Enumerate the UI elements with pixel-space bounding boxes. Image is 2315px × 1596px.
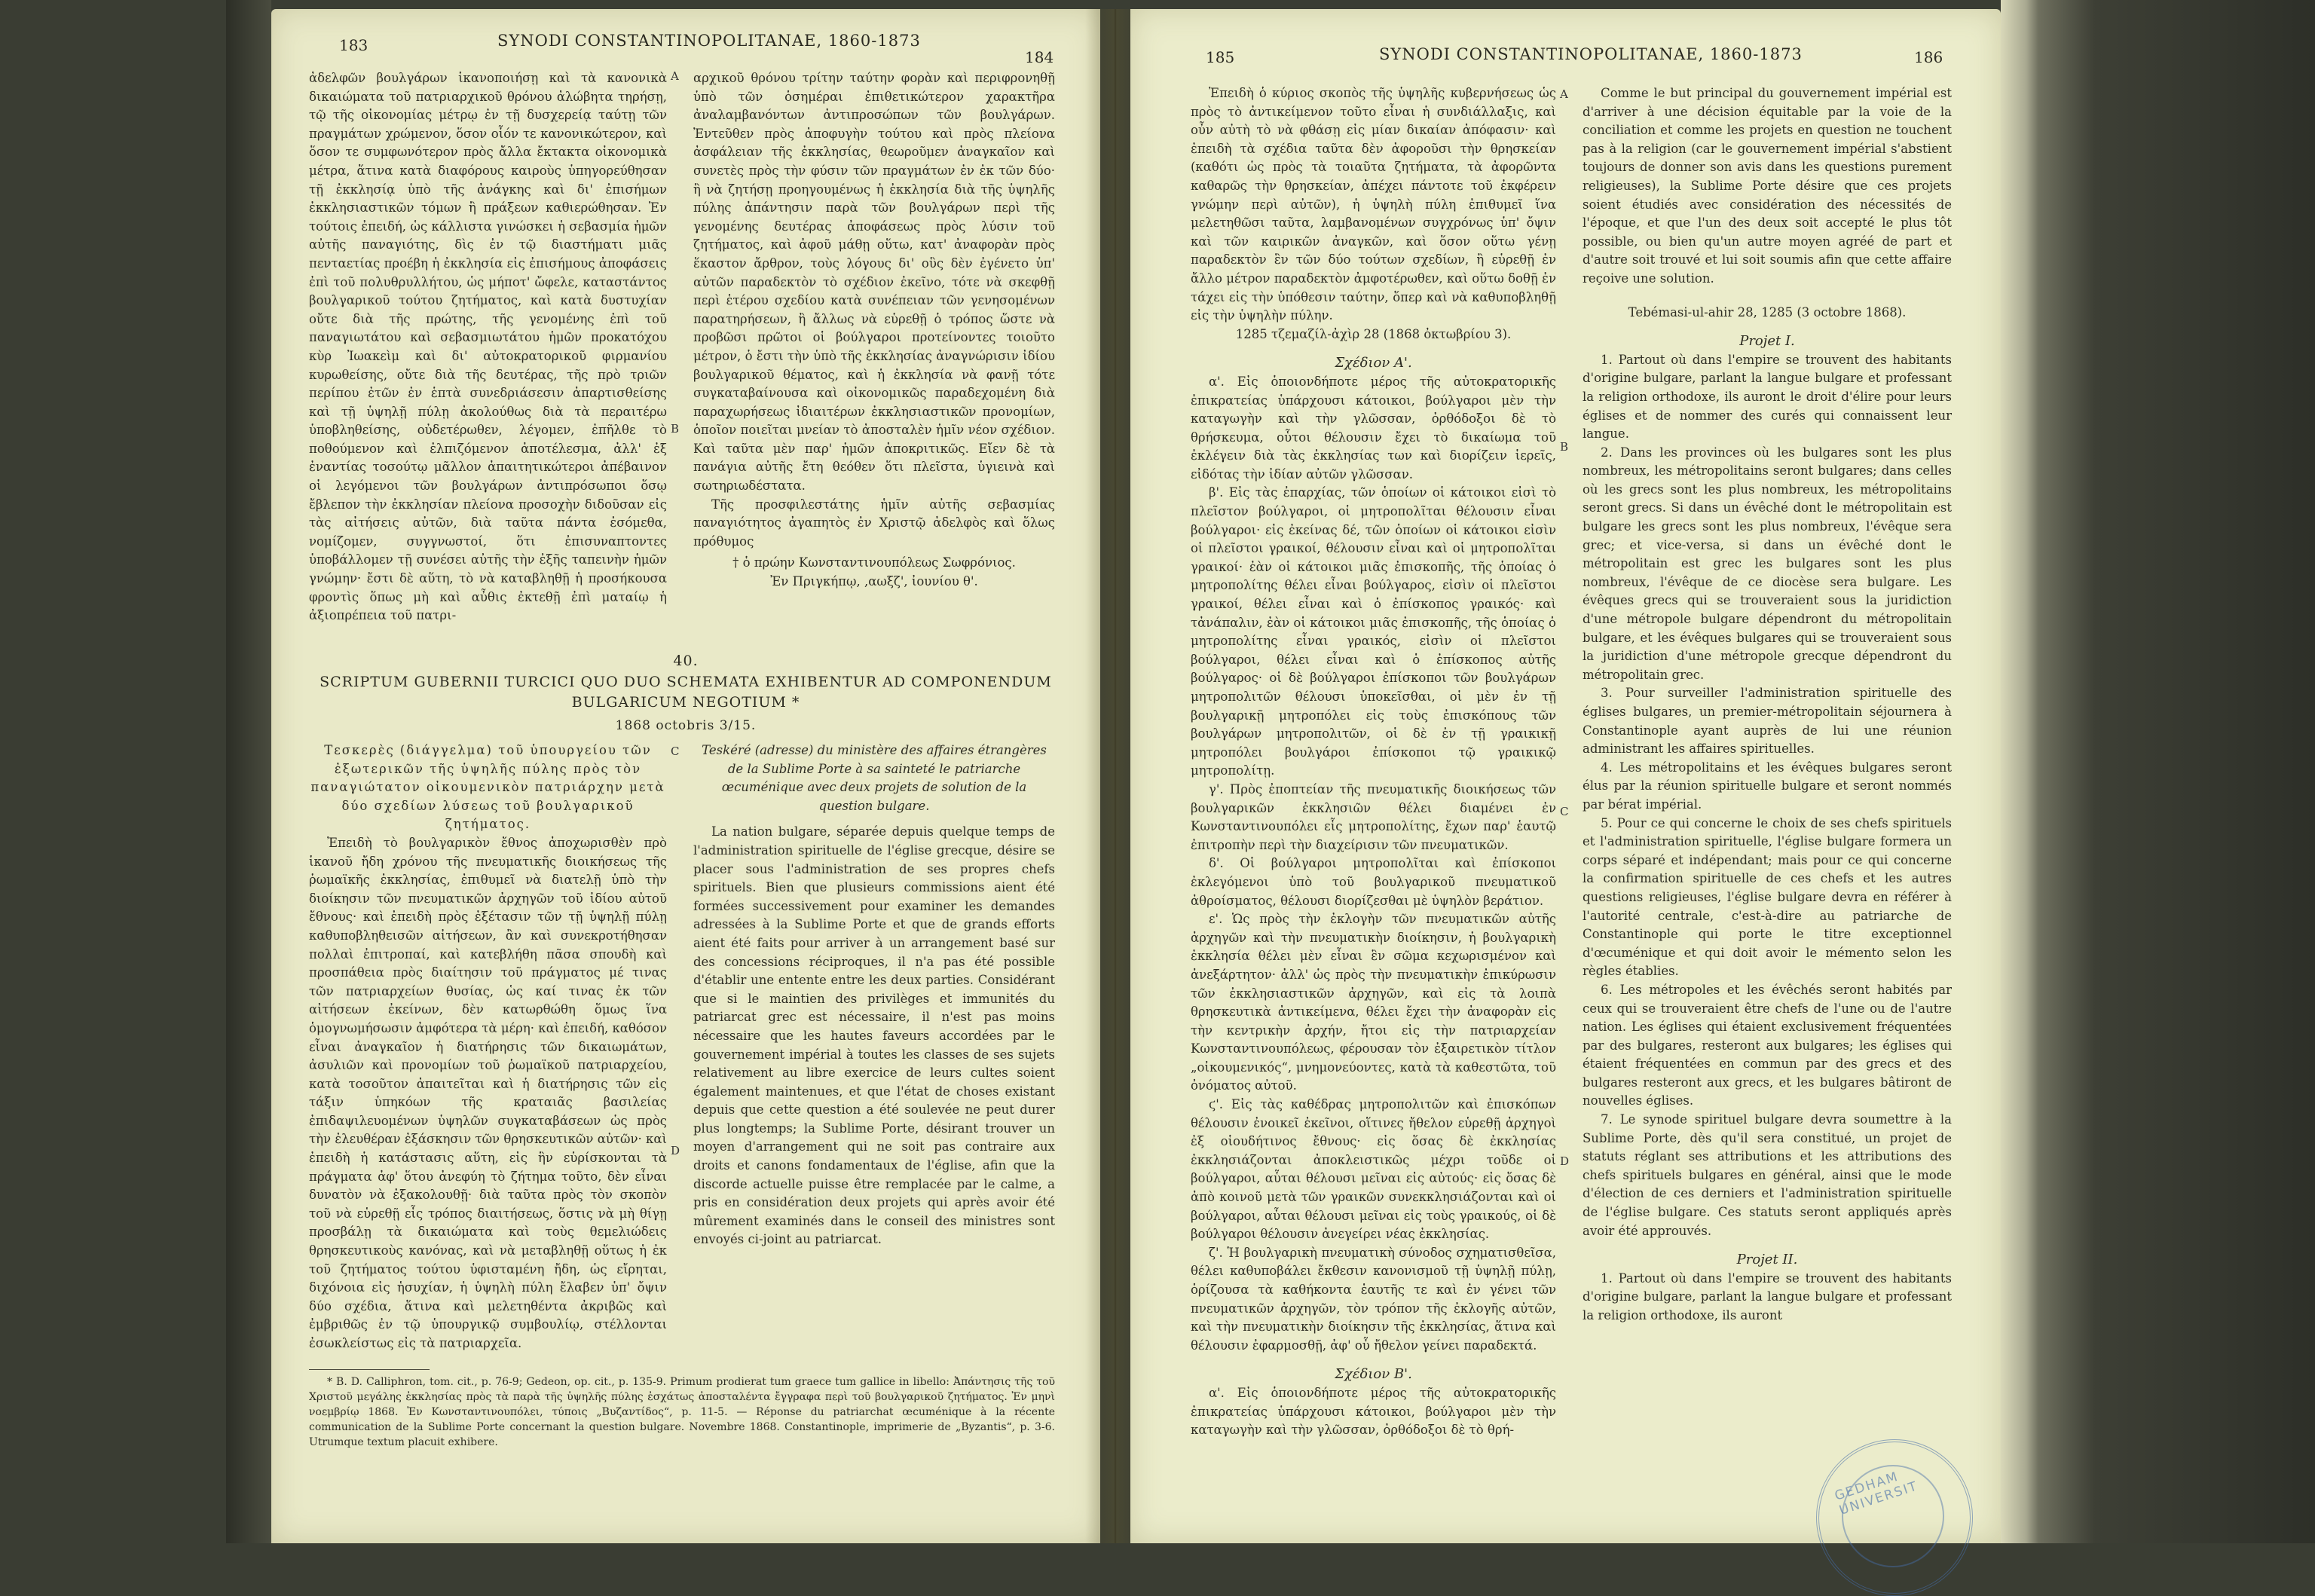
paragraph: β'. Εἰς τὰς ἐπαρχίας, τῶν ὁποίων οἱ κάτοικοι εἰσὶ τὸ πλεῖστον βούλγαροι, οἱ μητροπολῖται θέλουσιν εἶναι βούλγαροι· εἰς ἐκείνας δέ, τῶν ὁποίων οἱ κάτοικοι εἰσὶν οἱ πλεῖστοι γραικοί, θέλουσιν εἶναι καὶ οἱ μητροπολῖται γραικοί· ἐὰν οἱ κάτοικοι μιᾶς ἐπισκοπῆς, τῆς ὁποίας ὁ μητροπολίτης θέλει εἶναι βούλγαρος, εἰσὶν οἱ πλεῖστοι γραικοί, θέλει εἶναι καὶ ὁ ἐπίσκοπος γραικός· καὶ τἀνάπαλιν, ἐὰν οἱ κάτοικοι μιᾶς ἐπισκοπῆς, τῆς ὁποίας ὁ μητροπολίτης εἶναι γραικός, εἰσὶν οἱ πλεῖστοι βούλγαροι, θέλει εἶναι καὶ ὁ ἐπίσκοπος αὐτῆς βούλγαρος· οἱ δὲ βούλγαροι ἐπίσκοποι τῶν βουλγάρων μητροπολιτῶν θέλουσι ὑποκεῖσθαι, οἱ μὲν ἐν τῇ βουλγαρικῇ μητροπόλει εἰς τοὺς ἐπισκόπους τῶν βουλγάρων μητροπολιτῶν, οἱ δὲ ἐν τῇ γραικικῇ μητροπόλει βουλγάροι ἐπίσκοποι τῷ γραικικῷ μητροπολίτῃ.	[1191, 485, 1556, 778]
paragraph: 5. Pour ce qui concerne le choix de ses chefs spirituels et l'administration spirituelle, l'église bulgare formera un corps séparé et indépendant; mais pour ce qui concerne la confirmation spirituelle de ces chefs et les autres questions religieuses, l'église bulgare devra en référer à l'autorité centrale, c'est-à-dire au patriarche de Constantinople qui porte le titre exceptionnel d'œcuménique et qui doit avoir le mémento selon les règles établies.	[1583, 815, 1952, 979]
right-page	[1130, 9, 2001, 1543]
library-stamp	[1816, 1439, 1973, 1596]
page-number: 186	[1914, 48, 1943, 66]
paragraph: 3. Pour surveiller l'administration spirituelle des églises bulgares, un premier-métropolitain séjournera à Constantinople ayant auprès de lui une réunion administrant les affaires spirituelles.	[1583, 686, 1952, 757]
paragraph: La nation bulgare, séparée depuis quelque temps de l'administration spirituelle de l'église grecque, désire se placer sous l'administration de ses propres chefs spirituels. Bien que plusieurs commissions aient été formées successivement pour examiner les demandes adressées à la Sublime Porte et que de grands efforts aient été faits pour arriver à un arrangement basé sur des concessions réciproques, il n'a pas été possible d'établir une entente entre les deux parties. Considérant que si le maintien des privilèges et immunités du patriarcat grec est nécessaire, il n'est pas moins nécessaire que les hautes faveurs accordées par le gouvernement impérial à toutes les classes de ses sujets relativement au libre exercice de leurs cultes soient également maintenues, et que l'état de choses existant depuis que cette question a été soulevée ne peut durer plus longtemps; la Sublime Porte, désirant trouver un moyen d'arrangement qui ne soit pas contraire aux droits et canons fondamentaux de l'église, afin que la discorde actuelle puisse être remplacée par le calme, a pris en considération deux projets qui après avoir été mûrement examinés dans le conseil des ministres sont envoyés ci-joint au patriarcat.	[693, 824, 1055, 1247]
french-column-document	[693, 741, 1055, 1249]
paragraph: γ'. Πρὸς ἐποπτείαν τῆς πνευματικῆς διοικήσεως τῶν βουλγαρικῶν ἐκκλησιῶν θέλει διαμένει ἐν Κωνσταντινουπόλει εἷς μητροπολίτης, ἔχων παρ' ἑαυτῷ ἐπιτροπὴν περὶ τὴν διαχείρισιν τῶν πνευματικῶν.	[1191, 781, 1556, 852]
running-head: SYNODI CONSTANTINOPOLITANAE, 1860-1873	[1379, 45, 1803, 63]
margin-letter: B	[1560, 440, 1569, 454]
greek-column-1	[309, 69, 667, 625]
french-project-heading: Projet II.	[1736, 1252, 1798, 1268]
margin-letter: A	[1560, 87, 1568, 101]
french-project-heading: Projet I.	[1739, 333, 1795, 350]
greek-heading: Τεσκερὲς (διάγγελμα) τοῦ ὑπουργείου τῶν ἐξωτερικῶν τῆς ὑψηλῆς πύλης πρὸς τὸν παναγιώτατον οἰκουμενικὸν πατριάρχην μετὰ δύο σχεδίων λύσεως τοῦ βουλγαρικοῦ ζητήματος.	[310, 743, 665, 832]
page-number: 183	[339, 36, 369, 54]
stamp-text: GEDHAM UNIVERSIT	[1833, 1469, 1920, 1518]
paragraph: α'. Εἰς ὁποιονδήποτε μέρος τῆς αὐτοκρατορικῆς ἐπικρατείας ὑπάρχουσι κάτοικοι, βούλγαροι μὲν τὴν καταγωγὴν καὶ τὴν γλῶσσαν, ὀρθόδοξοι δὲ τὸ θρή-	[1191, 1385, 1556, 1438]
footnote-rule	[309, 1369, 430, 1370]
greek-column-2	[693, 69, 1055, 592]
margin-letter: A	[671, 69, 679, 83]
document-date: 1868 octobris 3/15.	[615, 718, 757, 733]
paragraph: 4. Les métropolitains et les évêques bulgares seront élus par la réunion spirituelle bulgare et seront nommés par bérat impérial.	[1583, 760, 1952, 812]
greek-date: 1285 τζεμαζίλ-ἀχὶρ 28 (1868 ὀκτωβρίου 3).	[1235, 326, 1512, 341]
greek-project-heading: Σχέδιον Α'.	[1335, 355, 1412, 371]
margin-letter: D	[1560, 1154, 1570, 1168]
date-line: Ἐν Πριγκήπῳ, ,αωξζ', ἰουνίου θ'.	[770, 574, 978, 589]
margin-letter: B	[671, 422, 680, 436]
paragraph: 1. Partout où dans l'empire se trouvent des habitants d'origine bulgare, parlant la langue bulgare et professant la religion orthodoxe, ils auront	[1583, 1270, 1952, 1322]
document-title: SCRIPTUM GUBERNII TURCICI QUO DUO SCHEMATA EXHIBENTUR AD COMPONENDUM BULGARICUM NEGOTIUM *	[320, 674, 1052, 711]
left-page	[271, 9, 1100, 1543]
greek-column-document	[309, 741, 667, 1353]
french-date: Tebémasi-ul-ahir 28, 1285 (3 octobre 1868).	[1628, 304, 1907, 320]
paragraph: ἀδελφῶν βουλγάρων ἱκανοποιήσῃ καὶ τὰ κανονικὰ δικαιώματα τοῦ πατριαρχικοῦ θρόνου ἀλώβητα τηρήσῃ, τῷ τῆς οἰκονομίας μέτρῳ ἐν τῇ δυσχερείᾳ ταύτῃ τῶν πραγμάτων χρώμενον, ὅσον οἷόν τε κανονικώτερον, καὶ ὅσον τε συμφωνότερον πρὸς ἄλλα ἔκτακτα οἰκονομικὰ μέτρα, ἅτινα κατὰ διαφόρους καιροὺς ὑπηγορεύθησαν τῇ ἐκκλησίᾳ ὑπὸ τῆς ἀνάγκης καὶ δι' ἐπισήμων ἐκκλησιαστικῶν τόμων ἢ πράξεων καθιερώθησαν. Ἐν τούτοις ἐπειδή, ὡς κάλλιστα γινώσκει ἡ σεβασμία ἡμῶν αὐτῆς παναγιότης, δὶς ἐν τῷ διαστήματι μιᾶς πενταετίας προέβη ἡ ἐκκλησία εἰς ἐπισήμους ἀποφάσεις ἐπὶ τοῦ πολυθρυλλήτου, ὡς μήποτ' ὤφελε, καταστάντος βουλγαρικοῦ τούτου ζητήματος, καὶ κατὰ δυστυχίαν οὔτε διὰ τῆς πρώτης, τῆς γενομένης ἐπὶ τοῦ παναγιωτάτου καὶ σεβασμιωτάτου ἡμῶν προκατόχου κὺρ Ἰωακεὶμ καὶ δι' αὐτοκρατορικοῦ φιρμανίου κυρωθείσης, οὔτε διὰ τῆς δευτέρας, τῆς πρὸ τριῶν περίπου ἐτῶν ἐν ἑπτὰ συνεδριάσεσιν ἀπαρτισθείσης καὶ τῇ ὑψηλῇ πύλῃ ἀκολούθως διὰ τὰ περαιτέρω ὑποβληθείσης, οὐδετέρωθεν, λέγομεν, ἐπῆλθε τὸ ποθούμενον καὶ ἐλπιζόμενον ἀποτέλεσμα, ἀλλ' ἐξ ἐναντίας τοσούτῳ μᾶλλον ἀπαιτητικώτεροι ἀπέβαινον οἱ λεγόμενοι τῶν βουλγάρων ἀντιπρόσωποι ὅσῳ ἔβλεπον τὴν ἐκκλησίαν πλείονα προσοχὴν διδοῦσαν εἰς τὰς αἰτήσεις αὐτῶν, διὰ ταῦτα πάντα ἐσόμεθα, νομίζομεν, συγγνωστοί, ὅτι ἐπισυναπτοντες ὑποβάλλομεν τῇ συνέσει αὐτῆς τὴν ἐξῆς ταπεινὴν ἡμῶν γνώμην· ἔστι δὲ αὕτη, τὸ νὰ καταβληθῇ ἡ προσήκουσα φροντὶς ὅπως μὴ καὶ αὖθις ἐκτεθῇ ἐπὶ ματαίῳ ἡ ἀξιοπρέπεια τοῦ πατρι-	[309, 71, 667, 623]
paragraph: ε'. Ὡς πρὸς τὴν ἐκλογὴν τῶν πνευματικῶν αὐτῆς ἀρχηγῶν καὶ τὴν πνευματικὴν διοίκησιν, ἡ βουλγαρικὴ ἐκκλησία θέλει μὲν εἶναι ἓν σῶμα κεχωρισμένον καὶ ἀνεξάρτητον· ἀλλ' ὡς πρὸς τὴν πνευματικὴν ἐπικύρωσιν τῶν ἐκκλησιαστικῶν ἀρχηγῶν, καὶ εἰς τὰ λοιπὰ θρησκευτικὰ ἀντικείμενα, θέλει ἔχει τὴν ἀναφορὰν εἰς τὴν κεντρικὴν ἀρχήν, ἤτοι εἰς τὴν πατριαρχείαν Κωνσταντινουπόλεως, φέρουσαν τὸν ἐξαιρετικὸν τίτλον „οἰκουμενικός“, μνημονεύοντες, κατὰ τὰ καθεστῶτα, τοῦ ὀνόματος αὐτοῦ.	[1191, 912, 1556, 1093]
paragraph: α'. Εἰς ὁποιονδήποτε μέρος τῆς αὐτοκρατορικῆς ἐπικρατείας ὑπάρχουσι κάτοικοι, βούλγαροι μὲν τὴν καταγωγὴν καὶ τὴν γλῶσσαν, ὀρθόδοξοι δὲ τὸ θρήσκευμα, οὗτοι θέλουσιν ἔχει τὸ δικαίωμα τοῦ ἐκλέγειν διὰ τὰς ἐκκλησίας των καὶ διορίζειν ἱερεῖς, εἰδότας τὴν ἰδίαν αὐτῶν γλῶσσαν.	[1191, 374, 1556, 482]
paragraph: Τῆς προσφιλεστάτης ἡμῖν αὐτῆς σεβασμίας παναγιότητος ἀγαπητὸς ἐν Χριστῷ ἀδελφὸς καὶ ὅλως πρόθυμος	[693, 497, 1055, 549]
document-number: 40.	[673, 653, 699, 669]
margin-letter: D	[671, 1144, 680, 1157]
paragraph: 6. Les métropoles et les évêchés seront habités par ceux qui se trouveraient être chefs de l'une ou de l'autre nation. Les églises qui étaient exclusivement fréquentées par des bulgares, resteront aux bulgares; les églises qui étaient fréquentées en commun par des grecs et des bulgares resteront aux grecs, et les bulgares bâtiront de nouvelles églises.	[1583, 982, 1952, 1108]
paragraph: 7. Le synode spirituel bulgare devra soumettre à la Sublime Porte, dès qu'il sera constitué, un projet de statuts réglant ses attributions et les attributions des chefs spirituels bulgares en général, ainsi que le mode d'élection de ces derniers et l'administration spirituelle de l'église bulgare. Ces statuts seront appliqués après avoir été approuvés.	[1583, 1112, 1952, 1238]
paragraph: ϛ'. Εἰς τὰς καθέδρας μητροπολιτῶν καὶ ἐπισκόπων θέλουσιν ἐνοικεῖ ἐκεῖνοι, οἵτινες ἤθελον εὑρεθῇ ἀρχηγοὶ ἐξ οἱουδήτινος ἔθνους· εἰς ὅσας δὲ ἐκκλησίας ἐκκλησιάζονται ἀποκλειστικῶς μέχρι τοῦδε οἱ βούλγαροι, αὗται θέλουσι μεῖναι εἰς αὐτούς· εἰς ὅσας δὲ ἀπὸ κοινοῦ μετὰ τῶν γραικῶν συνεκκλησιάζονται καὶ οἱ βούλγαροι, αὗται θέλουσι μεῖναι εἰς τοὺς γραικούς, οἱ δὲ βούλγαροι θέλουσιν ἀνεγείρει νέας ἐκκλησίας.	[1191, 1097, 1556, 1242]
book-edge-right	[2001, 0, 2315, 1543]
page-number: 185	[1206, 48, 1235, 66]
paragraph: Ἐπειδὴ ὁ κύριος σκοπὸς τῆς ὑψηλῆς κυβερνήσεως ὡς πρὸς τὸ ἀντικείμενον τοῦτο εἶναι ἡ συνδιάλλαξις, καὶ οὖν αὐτὴ τὸ νὰ φθάσῃ εἰς μίαν δικαίαν ἀπόφασιν· καὶ ἐπειδὴ τὰ σχέδια ταῦτα δὲν ἀφοροῦσι τὴν θρησκείαν (καθότι ὡς πρὸς τὰ τοιαῦτα ζητήματα, τὰ ἀφορῶντα καθαρῶς τὴν θρησκείαν, ἀπέχει πάντοτε τοῦ ἐκφέρειν γνώμην περὶ αὐτῶν), ἡ ὑψηλὴ πύλη ἐπιθυμεῖ ἵνα μελετηθῶσι ταῦτα, λαμβανομένων συγχρόνως ὑπ' ὄψιν καὶ τῶν καιρικῶν ἀναγκῶν, καὶ ὅσον οὕτω γένῃ παραδεκτὸν ἓν τῶν δύο τούτων σχεδίων, ἢ εὑρεθῇ ἐν ἄλλο μέτρον παραδεκτὸν ἀμφοτέρωθεν, καὶ οὕτω δοθῇ ἐν τάχει εἰς τὴν ὑπόθεσιν ταύτην, ὅπερ καὶ νὰ καθυποβληθῇ εἰς τὴν ὑψηλὴν πύλην.	[1191, 86, 1556, 323]
french-heading: Teskéré (adresse) du ministère des affaires étrangères de la Sublime Porte à sa sainteté le patriarche œcuménique avec deux projets de solution de la question bulgare.	[702, 743, 1047, 813]
french-column-decision	[1583, 84, 1952, 1325]
margin-letter: C	[671, 744, 680, 758]
paragraph: ζ'. Ἡ βουλγαρικὴ πνευματικὴ σύνοδος σχηματισθεῖσα, θέλει καθυποβάλει ἔκθεσιν κανονισμοῦ τῇ ὑψηλῇ πύλῃ, ὁρίζουσα τὰ καθήκοντα ἑαυτῆς τε καὶ ἐν γένει τῶν πνευματικῶν ἀρχηγῶν, τὸν τρόπον τῆς ἐκλογῆς αὐτῶν, καὶ τὴν πνευματικὴν διοίκησιν τῆς ἐκκλησίας, ἅτινα καὶ θέλουσιν ἐφαρμοσθῇ, ἀφ' οὗ ἤθελον γείνει παραδεκτά.	[1191, 1245, 1556, 1353]
paragraph: δ'. Οἱ βούλγαροι μητροπολῖται καὶ ἐπίσκοποι ἐκλεγόμενοι ὑπὸ τοῦ βουλγαρικοῦ πνευματικοῦ ἀθροίσματος, θέλουσι διορίζεσθαι μὲ ὑψηλὸν βεράτιον.	[1191, 856, 1556, 908]
page-number: 184	[1025, 48, 1054, 66]
margin-letter: C	[1560, 805, 1569, 818]
paragraph: 1. Partout où dans l'empire se trouvent des habitants d'origine bulgare, parlant la langue bulgare et professant la religion orthodoxe, ils auront le droit d'élire pour leurs églises et de nommer des curés qui connaissent leur langue.	[1583, 352, 1952, 442]
greek-column-decision	[1191, 84, 1556, 1440]
paragraph: Ἐπειδὴ τὸ βουλγαρικὸν ἔθνος ἀποχωρισθὲν πρὸ ἱκανοῦ ἤδη χρόνου τῆς πνευματικῆς διοικήσεως τῆς ῥωμαϊκῆς ἐκκλησίας, ἐπιθυμεῖ νὰ διατελῇ ὑπὸ τὴν διοίκησιν τῶν πνευματικῶν ἀρχηγῶν τοῦ ἰδίου αὐτοῦ ἔθνους· καὶ ἐπειδὴ πρὸς ἐξέτασιν τῶν τῇ ὑψηλῇ πύλῃ καθυποβληθεισῶν αἰτήσεων, ἂν καὶ συνεκροτήθησαν πολλαὶ ἐπιτροπαί, καὶ κατεβλήθη πᾶσα σπουδὴ καὶ προσπάθεια πρὸς διαίτησιν τοῦ πράγματος μέ τινας τῶν πατριαρχείων θυσίας, ὡς καί τινας ἐκ τῶν αἰτήσεων ἐκείνων, δὲν κατωρθώθη ὅμως ἵνα ὁμογνωμήσωσιν ἀμφότερα τὰ μέρη· καὶ ἐπειδή, καθόσον εἶναι ἀναγκαῖον ἡ διατήρησις τῶν δικαιωμάτων, ἀσυλιῶν καὶ προνομίων τοῦ ῥωμαϊκοῦ πατριαρχείου, κατὰ τοσοῦτον ἀπαιτεῖται καὶ ἡ διατήρησις τῶν εἰς τάξιν ὑπηκόων τῆς κραταιᾶς βασιλείας ἐπιδαψιλευομένων ὑψηλῶν συγκαταβάσεων ὡς πρὸς τὴν ἐλευθέραν ἐξάσκησιν τῶν θρησκευτικῶν αὐτῶν· καὶ ἐπειδὴ ἡ κατάστασις αὕτη, εἰς ἣν εὑρίσκονται τὰ πράγματα ἀφ' ὅτου ἀνεφύη τὸ ζήτημα τοῦτο, δὲν εἶναι δυνατὸν νὰ ἐξακολουθῇ· διὰ ταῦτα πρὸς τὸν σκοπὸν τοῦ νὰ εὑρεθῇ εἷς τρόπος διαιτήσεως, ὅστις νὰ μὴ θίγῃ προσβάλῃ τὰ δικαιώματα καὶ τοὺς θεμελιώδεις θρησκευτικοὺς κανόνας, καὶ νὰ μεταβληθῇ οὕτως ἡ ἐκ τοῦ ζητήματος τούτου ὑφισταμένη ἤδη, ὡς εἴρηται, διχόνοια εἰς ἡσυχίαν, ἡ ὑψηλὴ πύλη ἔλαβεν ὑπ' ὄψιν δύο σχέδια, ἅτινα καὶ μελετηθέντα ἀκριβῶς καὶ ἐμβριθῶς ἐν τῷ ὑπουργικῷ συμβουλίῳ, στέλλονται ἐσωκλείστως εἰς τὰ πατριαρχεῖα.	[309, 835, 667, 1350]
footnote	[309, 1374, 1055, 1450]
book-edge-left	[226, 0, 271, 1543]
paragraph: 2. Dans les provinces où les bulgares sont les plus nombreux, les métropolitains seront bulgares; dans celles où les grecs sont les plus nombreux, les métropolitains seront grecs. Si dans un évêché dont le métropolitain est bulgare les grecs sont les plus nombreux, l'évêque sera grec; et vice-versa, si dans un évêché dont le métropolitain est grec les bulgares sont les plus nombreux, l'évêque de ce diocèse sera bulgare. Les évêques grecs qui se trouveraient sous la juridiction d'une métropole bulgare dépendront du métropolitain bulgare, et les évêques bulgares qui se trouveraient sous la juridiction d'une métropole grecque dépendront du métropolitain grec.	[1583, 445, 1952, 682]
signature: † ὁ πρώην Κωνσταντινουπόλεως Σωφρόνιος.	[732, 555, 1016, 570]
footnote-text: * B. D. Calliphron, tom. cit., p. 76-9; Gedeon, op. cit., p. 135-9. Primum prodierat tum graece tum gallice in libello: Ἀπάντησις τῆς τοῦ Χριστοῦ μεγάλης ἐκκλησίας πρὸς τὰ παρὰ τῆς ὑψηλῆς πύλης ἐσχάτως ἀποσταλέντα ἔγγραφα περὶ τοῦ βουλγαρικοῦ ζητήματος. Ἐν μηνὶ νοεμβρίῳ 1868. Ἐν Κωνσταντινουπόλει, τύποις „Βυζαντίδος“, p. 11-5. — Réponse du patriarchat œcuménique à la récente communication de la Sublime Porte concernant la question bulgare. Novembre 1868. Constantinople, imprimerie de „Byzantis“, p. 3-6. Utrumque textum placuit exhibere.	[309, 1376, 1055, 1448]
paragraph: Comme le but principal du gouvernement impérial est d'arriver à une décision équitable par la voie de la conciliation et comme les projets en question ne touchent pas à la religion (car le gouvernement impérial s'abstient toujours de donner son avis dans les questions purement religieuses), la Sublime Porte désire que ces projets soient étudiés avec considération des nécessités de l'époque, et que l'un des deux soit accepté le plus tôt possible, ou bien qu'un autre moyen agréé de part et d'autre soit trouvé et lui soit soumis afin que cette affaire reçoive une solution.	[1583, 86, 1952, 286]
paragraph: αρχικοῦ θρόνου τρίτην ταύτην φορὰν καὶ περιφρονηθῇ ὑπὸ τῶν ὁσημέραι ἐπιθετικώτερον χαρακτῆρα ἀναλαμβανόντων ἀντιπροσώπων τῶν βουλγάρων. Ἐντεῦθεν πρὸς ἀποφυγὴν τούτου καὶ πρὸς πλείονα ἀσφάλειαν τῆς ἐκκλησίας, θεωροῦμεν ἀναγκαῖον καὶ συνετὲς πρὸς τὴν φύσιν τῶν πραγμάτων ἐν ἐκ τῶν δύο· ἢ νὰ ζητήσῃ προηγουμένως ἡ ἐκκλησία διὰ τῆς ὑψηλῆς πύλης ἀπάντησιν παρὰ τῶν βουλγάρων περὶ τῆς γενομένης δευτέρας ἀποφάσεως πρὸς λύσιν τοῦ ζητήματος, καὶ ἀφοῦ μάθῃ οὕτω, κατ' ἀναφορὰν πρὸς ἕκαστον ἄρθρον, τοὺς λόγους δι' οὓς δὲν ἐγένετο ὑπ' αὐτῶν παραδεκτὸν τὸ σχέδιον ἐκεῖνο, τότε νὰ σκεφθῇ περὶ ἑτέρου σχεδίου κατὰ συνέπειαν τῶν γενησομένων παρατηρήσεων, ἢ ἄλλως νὰ εὑρεθῇ ὁ τρόπος ὥστε νὰ προβῶσι πρῶτοι οἱ βούλγαροι προτείνοντες τοιοῦτο μέτρον, ὁ ἔστι τὴν ὑπὸ τῆς ἐκκλησίας ἀναγνώρισιν ἰδίου βουλγαρικοῦ θέματος, καὶ ἡ ἐκκλησία νὰ φανῇ τότε συγκαταβαίνουσα καὶ οἰκονομικῶς παραδεχομένη διὰ παραχωρήσεως ἰδιαιτέρων ἐκκλησιαστικῶν προνομίων, ὁποῖον ποιεῖται μνείαν τὸ ἀποσταλὲν ἡμῖν νέον σχέδιον. Καὶ ταῦτα μὲν παρ' ἡμῶν ἀποκριτικῶς. Εἴεν δὲ τὰ πανάγια αὐτῆς ἔτη θεόθεν ὅτι πλεῖστα, ὑγιεινὰ καὶ σωτηριωδέστατα.	[693, 71, 1055, 494]
greek-project-heading: Σχέδιον Β'.	[1335, 1366, 1412, 1383]
running-head: SYNODI CONSTANTINOPOLITANAE, 1860-1873	[497, 32, 921, 50]
